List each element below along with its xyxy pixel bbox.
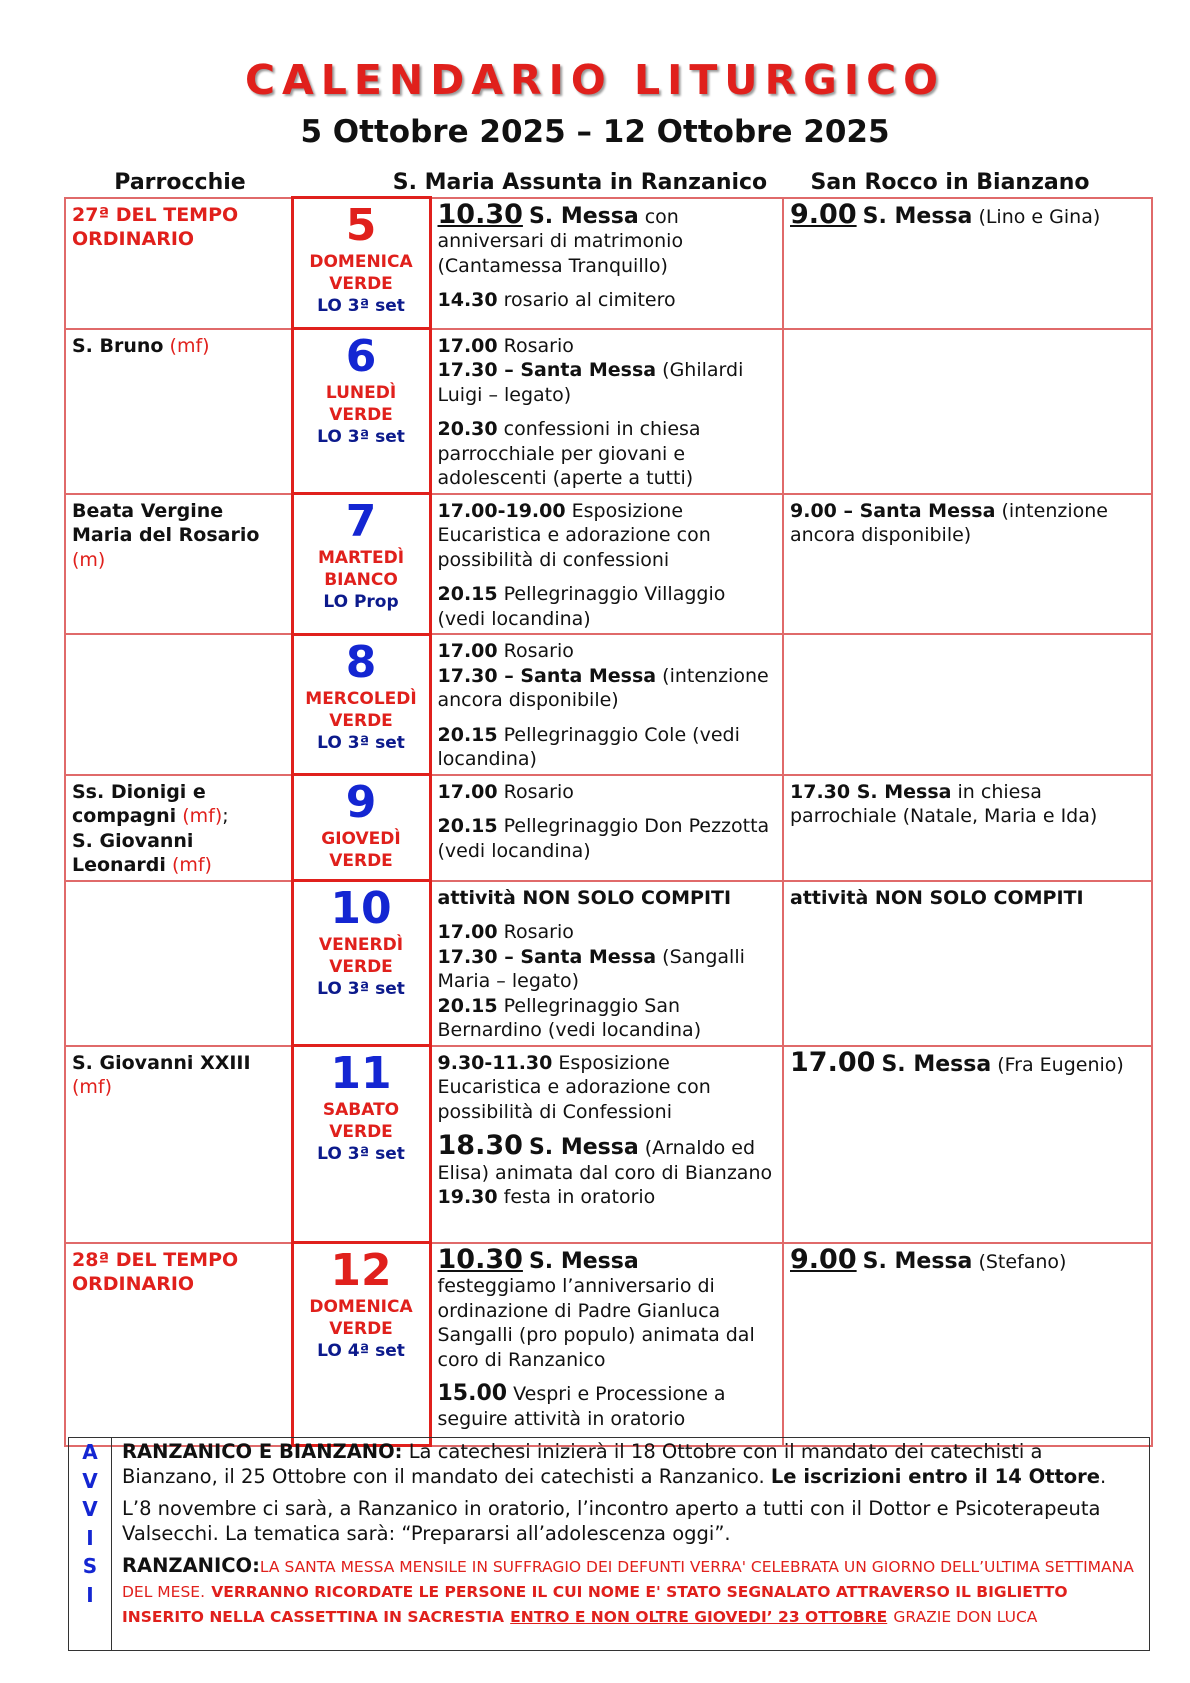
day-cell [292, 1243, 430, 1446]
liturgy-hours: LO Prop [323, 592, 399, 612]
event-time: 17.00 [437, 921, 498, 943]
notice-text: La catechesi inizierà il 18 Ottobre con il mandato dei catechisti a Bianzano, il 25 Ottobre con il mandato dei catechisti a Ranzanico. [122, 1440, 1043, 1488]
event-time: 9.00 [790, 198, 857, 230]
ranzanico-cell [430, 881, 783, 1046]
day-number: 10 [330, 883, 392, 934]
event-item [437, 1243, 777, 1373]
event-time: 17.00-19.00 [437, 499, 566, 522]
ranzanico-cell [430, 775, 783, 881]
event-time: 10.30 [437, 1243, 523, 1275]
sancto-title: 27ª DEL TEMPO ORDINARIO [72, 203, 239, 250]
event-time: 19.30 [437, 1186, 498, 1208]
event-title: S. Messa [528, 203, 639, 229]
event-item [438, 920, 777, 945]
side-letter: A [82, 1440, 98, 1464]
event-detail: in chiesa parrochiale (Natale, Maria e Ida) [790, 780, 1098, 827]
sancto-cell [65, 1243, 292, 1446]
ranzanico-cell [430, 494, 783, 635]
event-item [438, 945, 777, 994]
bianzano-cell [783, 1046, 1152, 1243]
bianzano-cell [783, 775, 1152, 881]
event-detail: (intenzione ancora disponibile) [437, 664, 769, 711]
event-item [437, 198, 777, 279]
event-detail: confessioni in chiesa parrocchiale per giovani e adolescenti (aperte a tutti) [437, 418, 701, 489]
event-detail: festa in oratorio [503, 1186, 656, 1208]
liturgy-hours: LO 3ª set [317, 427, 405, 447]
liturgy-hours: LO 4ª set [317, 1341, 405, 1361]
notice-text: L’8 novembre ci sarà, a Ranzanico in oratorio, l’incontro aperto a tutti con il Dottor e Psicoterapeuta Valsecchi. La tematica sarà: “Prepararsi all’adolescenza oggi”. [122, 1497, 1101, 1545]
table-row [65, 634, 1152, 775]
day-number: 12 [330, 1245, 392, 1296]
table-row [65, 198, 1152, 329]
event-detail: (intenzione ancora disponibile) [790, 499, 1108, 546]
event-detail: (Sangalli Maria – legato) [437, 945, 745, 992]
notice-catechesi [122, 1440, 1142, 1489]
event-title: S. Messa [528, 1248, 639, 1274]
sancto-title: S. Bruno [72, 334, 164, 357]
event-detail: Esposizione Eucaristica e adorazione con possibilità di Confessioni [437, 1051, 711, 1123]
event-item [438, 639, 777, 664]
event-item [438, 1051, 777, 1125]
event-time: 9.00 – Santa Messa [790, 499, 996, 522]
event-detail: (Arnaldo ed Elisa) animata dal coro di Bianzano [437, 1137, 773, 1184]
event-time: 20.15 [437, 723, 498, 746]
activity-label: attività NON SOLO COMPITI [790, 886, 1084, 909]
side-letter: V [82, 1468, 98, 1493]
liturgical-calendar-table [64, 196, 1153, 1447]
avvisi-box [68, 1437, 1150, 1651]
notice-highlight: Le iscrizioni entro il 14 Ottore [770, 1464, 1101, 1488]
event-item [438, 994, 777, 1043]
day-cell [292, 634, 430, 775]
sancto-tag: (mf) [72, 1076, 113, 1098]
event-item [438, 1185, 777, 1210]
event-item [438, 334, 777, 359]
event-detail: con anniversari di matrimonio (Cantamessa Tranquillo) [437, 205, 684, 277]
event-detail: Vespri e Processione a seguire attività in oratorio [437, 1383, 726, 1430]
liturgical-color: BIANCO [324, 570, 398, 590]
event-time: 17.00 [437, 780, 498, 803]
notice-deadline: ENTRO E NON OLTRE GIOVEDI’ 23 OTTOBRE [510, 1608, 888, 1626]
event-detail: (Fra Eugenio) [997, 1053, 1124, 1076]
event-time: 17.00 [437, 334, 498, 357]
side-letter: I [86, 1525, 94, 1550]
event-time: 20.15 [437, 815, 498, 837]
day-cell [292, 494, 430, 635]
event-item [438, 499, 777, 573]
day-cell [292, 1046, 430, 1243]
event-detail: (Stefano) [978, 1250, 1067, 1273]
ranzanico-cell [430, 1046, 783, 1243]
notice-incontro [122, 1497, 1142, 1546]
event-item [438, 582, 777, 631]
page-subtitle: 5 Ottobre 2025 – 12 Ottobre 2025 [300, 114, 890, 150]
sancto-tag: (m) [72, 548, 106, 571]
event-detail: festeggiamo l’anniversario di ordinazione di Padre Gianluca Sangalli (pro populo) animata dal coro di Ranzanico [437, 1275, 755, 1371]
day-cell [292, 775, 430, 881]
sancto-tag: (mf) [182, 805, 223, 827]
liturgical-color: VERDE [329, 957, 393, 977]
sancto-cell [65, 881, 292, 1046]
event-time: 20.15 [437, 583, 498, 605]
event-item [438, 723, 777, 772]
event-item [438, 780, 777, 805]
table-row [65, 329, 1152, 494]
liturgy-hours: LO 3ª set [317, 732, 405, 753]
day-name: DOMENICA [309, 252, 413, 272]
event-item [438, 358, 777, 407]
notice-messa-defunti [122, 1554, 1142, 1629]
event-time: 15.00 [437, 1381, 508, 1406]
event-time: 10.30 [437, 198, 523, 230]
activity-label: attività NON SOLO COMPITI [437, 886, 732, 909]
event-detail: Pellegrinaggio San Bernardino (vedi locandina) [437, 994, 702, 1041]
sancto-tag: (mf) [171, 854, 212, 876]
day-number: 9 [345, 777, 377, 828]
sancto-title: Beata Vergine Maria del Rosario [72, 499, 260, 546]
event-title: S. Messa [862, 203, 973, 229]
event-time: 20.30 [437, 418, 498, 440]
notice-lead: RANZANICO: [122, 1554, 260, 1577]
column-header-bianzano: San Rocco in Bianzano [810, 170, 1090, 195]
event-item [790, 780, 1145, 829]
notice-lead: RANZANICO E BIANZANO: [122, 1440, 403, 1463]
event-time: 17.00 [790, 1046, 876, 1078]
table-row [65, 775, 1152, 881]
event-detail: Rosario [503, 921, 574, 943]
sancto-title: S. Giovanni XXIII [72, 1051, 251, 1074]
event-time: 17.00 [437, 640, 498, 662]
ranzanico-cell [430, 198, 783, 329]
event-time: 17.30 – Santa Messa [437, 664, 657, 687]
avvisi-body [122, 1440, 1142, 1629]
day-name: GIOVEDÌ [321, 829, 401, 849]
day-number: 7 [345, 496, 377, 547]
liturgical-color: VERDE [329, 274, 393, 294]
day-name: SABATO [322, 1100, 400, 1120]
day-number: 11 [330, 1048, 392, 1099]
liturgical-color: VERDE [329, 710, 393, 731]
event-item [790, 198, 1145, 230]
event-item [438, 664, 777, 713]
sancto-cell [65, 634, 292, 775]
sancto-cell: Ss. Dionigi e compagni (mf); S. Giovanni Leonardi (mf) [65, 775, 292, 881]
day-number: 6 [345, 331, 377, 382]
sancto-title: 28ª DEL TEMPO ORDINARIO [72, 1248, 239, 1295]
bianzano-cell [783, 1243, 1152, 1446]
event-item [790, 1243, 1145, 1275]
table-row [65, 1046, 1152, 1243]
event-title: S. Messa [528, 1135, 639, 1160]
event-time: 9.30-11.30 [437, 1051, 553, 1074]
liturgical-color: VERDE [329, 851, 393, 871]
day-name: VENERDÌ [318, 935, 404, 955]
liturgical-color: VERDE [329, 1319, 393, 1339]
day-cell [292, 881, 430, 1046]
sancto-cell [65, 1046, 292, 1243]
notice-highlight: VERRANNO RICORDATE LE PERSONE IL CUI NOME E' STATO SEGNALATO ATTRAVERSO IL BIGLIETTO INSERITO NELLA CASSETTINA IN SACRESTIA [122, 1583, 1068, 1626]
event-time: 18.30 [437, 1130, 523, 1161]
liturgy-hours: LO 3ª set [317, 296, 405, 316]
event-detail: Rosario [503, 640, 574, 662]
liturgical-color: VERDE [329, 1122, 393, 1142]
event-detail: Esposizione Eucaristica e adorazione con possibilità di confessioni [437, 499, 711, 571]
column-header-ranzanico: S. Maria Assunta in Ranzanico [392, 170, 768, 195]
sancto-title: Ss. Dionigi e compagni [72, 780, 206, 827]
notice-end: . [1100, 1464, 1107, 1488]
event-time: 20.15 [437, 994, 498, 1017]
event-item [437, 1130, 777, 1185]
side-letter: S [82, 1554, 98, 1578]
table-row [65, 494, 1152, 635]
side-letter: I [86, 1582, 94, 1607]
liturgy-hours: LO 3ª set [317, 979, 405, 999]
event-detail: Rosario [503, 334, 574, 357]
event-detail: rosario al cimitero [503, 289, 676, 311]
event-time: 17.30 – Santa Messa [437, 359, 657, 381]
event-detail: Rosario [503, 780, 574, 803]
day-cell [292, 329, 430, 494]
event-item [438, 814, 777, 863]
table-row [65, 881, 1152, 1046]
notice-signature: GRAZIE DON LUCA [893, 1608, 1038, 1626]
event-time: 17.30 – Santa Messa [437, 945, 657, 968]
bianzano-cell [783, 198, 1152, 329]
day-name: MARTEDÌ [317, 548, 405, 568]
event-time: 14.30 [437, 289, 498, 311]
event-detail: Pellegrinaggio Villaggio (vedi locandina) [437, 583, 726, 630]
event-detail: (Lino e Gina) [978, 205, 1101, 228]
bianzano-cell [783, 881, 1152, 1046]
event-detail: Pellegrinaggio Cole (vedi locandina) [437, 723, 740, 770]
table-row [65, 1243, 1152, 1446]
ranzanico-cell [430, 329, 783, 494]
sancto-cell [65, 494, 292, 635]
ranzanico-cell [430, 634, 783, 775]
day-name: LUNEDÌ [325, 383, 397, 403]
event-time: 9.00 [790, 1243, 857, 1275]
sancto-cell [65, 329, 292, 494]
event-detail: Pellegrinaggio Don Pezzotta (vedi locandina) [437, 815, 770, 862]
event-time: 17.30 S. Messa [790, 780, 952, 803]
bianzano-cell [783, 634, 1152, 775]
day-number: 8 [345, 636, 377, 688]
event-item [790, 1046, 1145, 1078]
avvisi-side-label [69, 1438, 112, 1650]
sancto-cell [65, 198, 292, 329]
day-name: DOMENICA [309, 1297, 413, 1317]
day-number: 5 [345, 200, 377, 251]
sancto-title: S. Giovanni Leonardi [72, 829, 194, 876]
event-detail: (Ghilardi Luigi – legato) [437, 359, 744, 406]
liturgical-color: VERDE [329, 405, 393, 425]
event-item [438, 417, 777, 491]
liturgy-hours: LO 3ª set [317, 1144, 405, 1164]
page-title: CALENDARIO LITURGICO [244, 56, 946, 104]
day-name: MERCOLEDÌ [305, 688, 417, 709]
ranzanico-cell [430, 1243, 783, 1446]
event-item [790, 499, 1145, 548]
sancto-tag: (mf) [169, 334, 210, 357]
day-cell [292, 198, 430, 329]
side-letter: V [82, 1497, 98, 1521]
column-header-parrocchie: Parrocchie [114, 170, 246, 195]
event-title: S. Messa [881, 1051, 992, 1077]
event-title: S. Messa [862, 1248, 973, 1274]
event-item [438, 288, 777, 313]
bianzano-cell [783, 494, 1152, 635]
bianzano-cell [783, 329, 1152, 494]
notice-text: LA SANTA MESSA MENSILE IN SUFFRAGIO DEI DEFUNTI VERRA' CELEBRATA UN GIORNO DELL’ULTIMA SETTIMANA DEL MESE. [122, 1558, 1134, 1601]
event-item [438, 1382, 777, 1431]
